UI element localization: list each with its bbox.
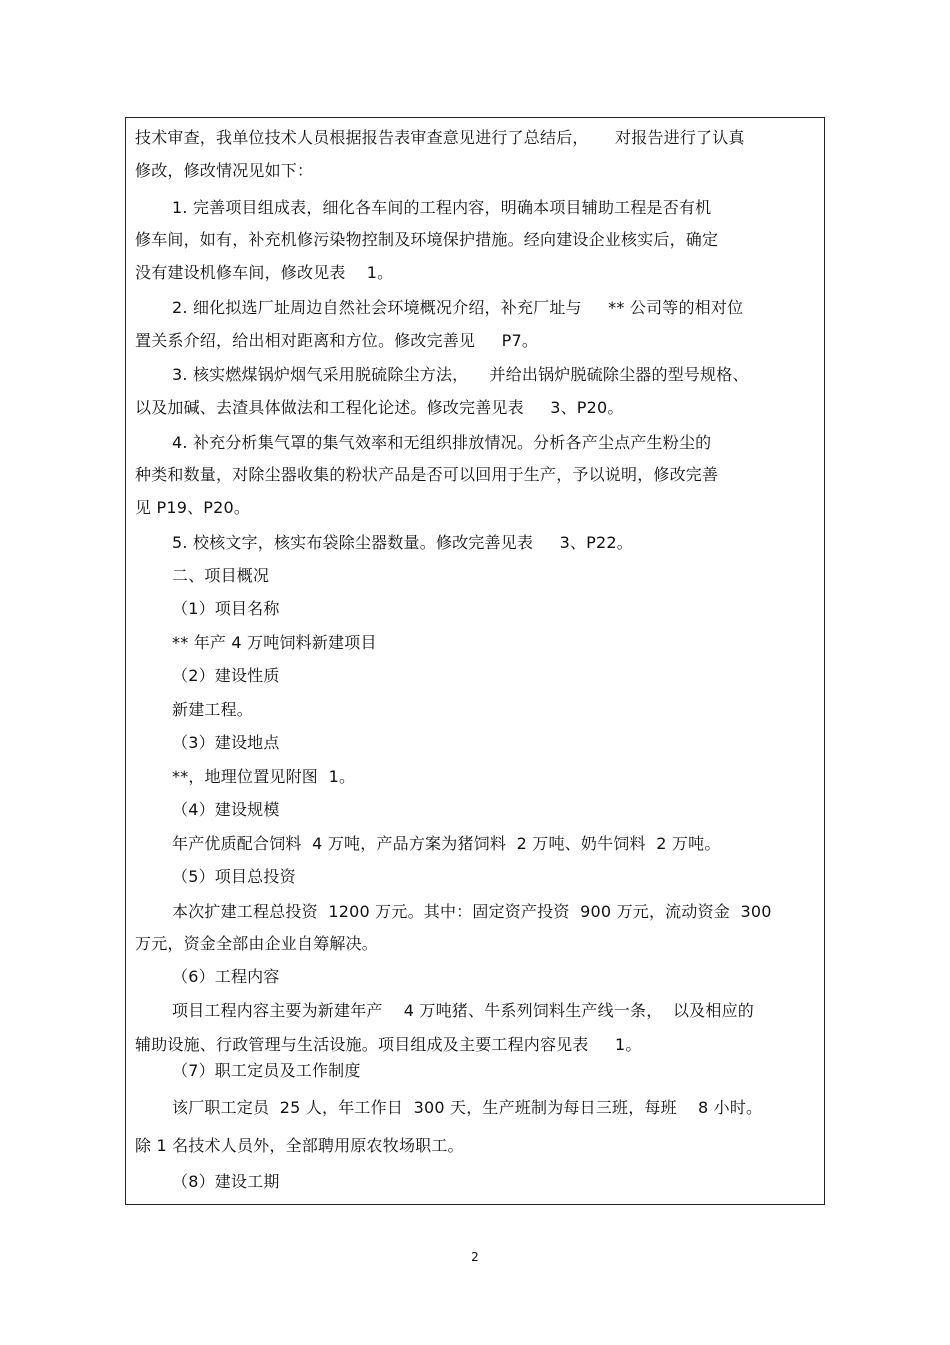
text-line-22: 年产优质配合饲料 4 万吨，产品方案为猪饲料 2 万吨、奶牛饲料 2 万吨。	[172, 834, 721, 853]
text-line-28: 辅助设施、行政管理与生活设施。项目组成及主要工程内容见表 1。	[135, 1035, 642, 1054]
text-line-10: 4. 补充分析集气罩的集气效率和无组织排放情况。分析各产尘点产生粉尘的	[172, 433, 712, 452]
text-line-9: 以及加碱、去渣具体做法和工程化论述。修改完善见表 3、P20。	[135, 398, 624, 417]
text-line-30: 该厂职工定员 25 人，年工作日 300 天，生产班制为每日三班，每班 8 小时。	[172, 1098, 763, 1117]
text-line-5: 没有建设机修车间，修改见表 1。	[135, 263, 394, 282]
text-line-14: 二、项目概况	[172, 566, 270, 585]
text-line-20: **，地理位置见附图 1。	[172, 767, 356, 786]
text-line-11: 种类和数量，对除尘器收集的粉状产品是否可以回用于生产，予以说明，修改完善	[135, 465, 719, 484]
page-number: 2	[471, 1250, 479, 1264]
text-line-19: （3）建设地点	[172, 733, 280, 752]
text-line-29: （7）职工定员及工作制度	[172, 1061, 361, 1080]
text-line-17: （2）建设性质	[172, 666, 280, 685]
text-line-15: （1）项目名称	[172, 599, 280, 618]
text-line-26: （6）工程内容	[172, 967, 280, 986]
text-line-3: 1. 完善项目组成表，细化各车间的工程内容，明确本项目辅助工程是否有机	[172, 198, 712, 217]
text-line-13: 5. 校核文字，核实布袋除尘器数量。修改完善见表 3、P22。	[172, 533, 633, 552]
text-line-16: ** 年产 4 万吨饲料新建项目	[172, 633, 377, 652]
text-line-1: 技术审查，我单位技术人员根据报告表审查意见进行了总结后， 对报告进行了认真	[135, 128, 745, 147]
text-line-2: 修改，修改情况见如下：	[135, 161, 314, 180]
text-line-12: 见 P19、P20。	[135, 498, 251, 517]
text-line-32: （8）建设工期	[172, 1172, 280, 1191]
text-line-21: （4）建设规模	[172, 800, 280, 819]
text-line-25: 万元，资金全部由企业自筹解决。	[135, 934, 379, 953]
text-line-31: 除 1 名技术人员外，全部聘用原农牧场职工。	[135, 1136, 464, 1155]
text-line-4: 修车间，如有，补充机修污染物控制及环境保护措施。经向建设企业核实后，确定	[135, 230, 719, 249]
text-line-8: 3. 核实燃煤锅炉烟气采用脱硫除尘方法， 并给出锅炉脱硫除尘器的型号规格、	[172, 365, 749, 384]
text-line-18: 新建工程。	[172, 700, 254, 719]
text-line-27: 项目工程内容主要为新建年产 4 万吨猪、牛系列饲料生产线一条， 以及相应的	[172, 1001, 754, 1020]
text-line-6: 2. 细化拟选厂址周边自然社会环境概况介绍，补充厂址与 ** 公司等的相对位	[172, 298, 744, 317]
text-line-7: 置关系介绍，给出相对距离和方位。修改完善见 P7。	[135, 331, 539, 350]
text-line-23: （5）项目总投资	[172, 867, 296, 886]
text-line-24: 本次扩建工程总投资 1200 万元。其中：固定资产投资 900 万元，流动资金 300	[172, 902, 772, 921]
